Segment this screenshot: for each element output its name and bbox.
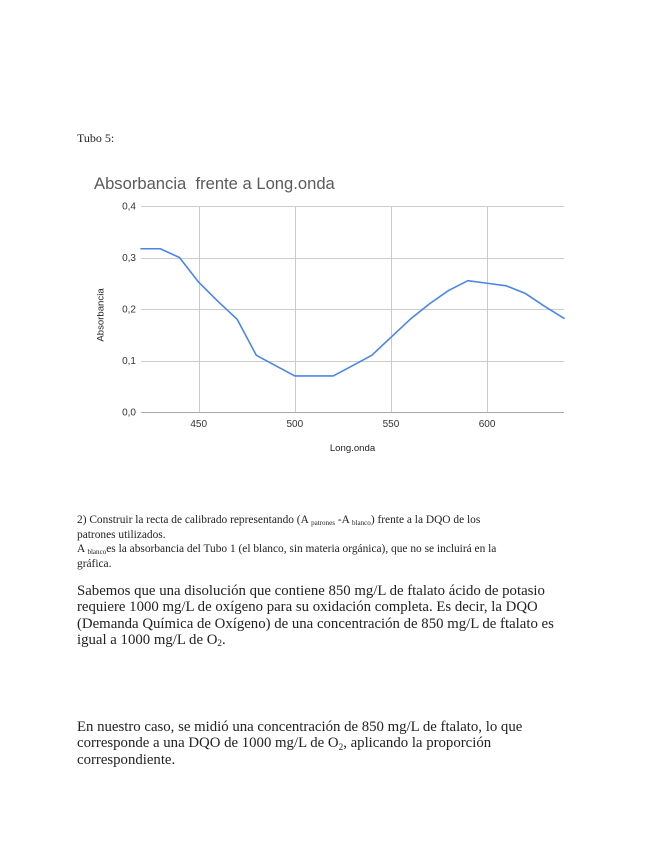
paragraph-line [77, 632, 554, 648]
tube-label: Tubo 5: [77, 131, 115, 145]
chart [0, 160, 655, 460]
subscript-blanco: blanco [87, 547, 107, 556]
y-tick-label: 0,1 [122, 356, 136, 367]
series-line [141, 249, 564, 376]
instructions-text: 2) Construir la recta de calibrado representando (A [77, 514, 312, 526]
paragraph-line: (Demanda Química de Oxígeno) de una concentración de 850 mg/L de ftalato es [77, 615, 554, 632]
subscript-patrones: patrones [311, 518, 335, 527]
instructions-line-2: patrones utilizados. [77, 528, 166, 541]
instructions-line-4: gráfica. [77, 557, 112, 570]
y-tick-label: 0,4 [122, 201, 136, 213]
chart-title: Absorbancia frente a Long.onda [94, 174, 335, 193]
x-tick-labels [190, 419, 496, 430]
paragraph-line: requiere 1000 mg/L de oxígeno para su oxidación completa. Es decir, la DQO [77, 599, 538, 616]
paragraph-line: correspondiente. [77, 751, 176, 768]
y-tick-label: 0,3 [122, 253, 136, 264]
x-tick-label: 500 [286, 419, 304, 430]
paragraph-line: Sabemos que una disolución que contiene 850 mg/L de ftalato ácido de potasio [77, 583, 545, 599]
instructions-line-3 [77, 542, 496, 557]
x-tick-label: 450 [190, 419, 208, 430]
paragraph-text: , aplicando la proporción [343, 735, 492, 752]
y-tick-labels [122, 202, 136, 419]
paragraph-line: En nuestro caso, se midió una concentración de 850 mg/L de ftalato, lo que [77, 719, 523, 735]
paragraph-ftalato-dqo [77, 583, 554, 648]
x-axis-title: Long.onda [329, 443, 376, 454]
paragraph-text: igual a 1000 mg/L de O [77, 631, 218, 648]
instructions-text: ) frente a la DQO de los [370, 514, 481, 526]
chart-svg [0, 160, 655, 460]
subscript-2: 2 [217, 638, 222, 649]
instructions-text: -A [334, 514, 353, 526]
instructions-text: A [77, 543, 88, 555]
paragraph-text: corresponde a una DQO de 1000 mg/L de O [77, 735, 339, 752]
y-tick-label: 0,0 [122, 407, 136, 419]
instructions-line-1 [77, 513, 496, 528]
series-group [141, 249, 564, 376]
y-tick-label: 0,2 [122, 304, 136, 316]
instructions-block [77, 513, 496, 571]
paragraph-line [77, 735, 522, 751]
y-gridlines [141, 207, 564, 413]
x-tick-label: 600 [478, 419, 496, 430]
y-axis-title: Absorbancia [95, 288, 107, 342]
paragraph-text: . [221, 631, 226, 648]
x-tick-label: 550 [382, 419, 400, 430]
instructions-text: es la absorbancia del Tubo 1 (el blanco, sin materia orgánica), que no se incluirá en la [106, 543, 497, 555]
paragraph-nuestro-caso [77, 719, 522, 768]
subscript-2: 2 [338, 741, 344, 752]
subscript-blanco: blanco [352, 518, 371, 527]
